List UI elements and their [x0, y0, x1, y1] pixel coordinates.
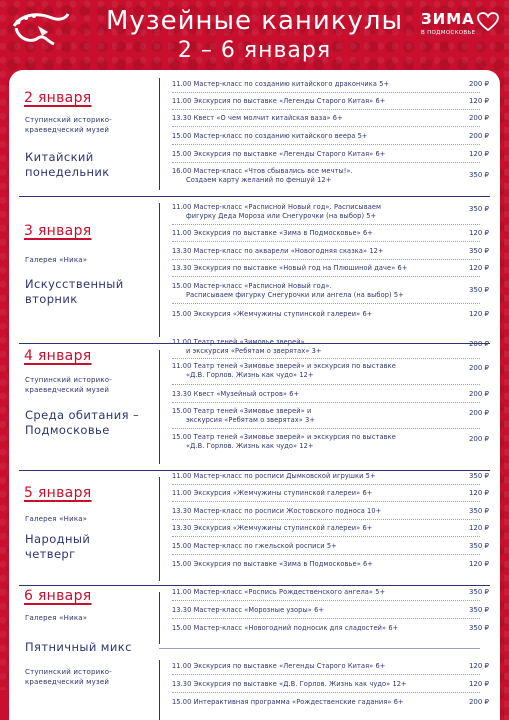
event-item: 11.00 Экскурсия по выставке «Зима в Подмосковье» 6+ [172, 229, 373, 237]
column-divider [159, 660, 160, 720]
event-item: 15.00 Экскурсия «Жемчужины ступинской галереи» 6+ [172, 310, 373, 318]
event-line: 15.00 Театр теней «Зимовье зверей» и экскурсия по выставке [172, 433, 396, 441]
event-item: 13.30 Мастер-класс по росписи Жостовского подноса 10+ [172, 507, 382, 515]
event-item [172, 282, 432, 299]
event-item: 13.30 Экскурсия по выставке «Д.В. Горлов. Жизнь как чудо» 12+ [172, 680, 407, 688]
day-section [9, 70, 500, 196]
venue-label: Галерея «Ника» [25, 614, 88, 622]
row-rule [172, 428, 480, 429]
event-item [172, 338, 432, 355]
event-price: 200 ₽ [468, 132, 489, 140]
event-price: 120 ₽ [468, 680, 489, 688]
column-divider [159, 477, 160, 581]
event-price: 350 ₽ [468, 247, 489, 255]
row-rule [172, 259, 480, 260]
event-price: 200 ₽ [468, 409, 489, 417]
event-item: 11.00 Мастер-класс по созданию китайского дракончика 5+ [172, 80, 390, 88]
event-item: 11.00 Экскурсия «Жемчужины ступинской галереи» 6+ [172, 489, 373, 497]
event-item [172, 362, 432, 379]
event-line-2: экскурсия «Ребятам о зверятах» 3+ [186, 415, 315, 424]
event-item: 13.30 Мастер-класс по акварели «Новогодняя сказка» 12+ [172, 247, 384, 255]
event-item [172, 407, 432, 424]
row-rule [172, 109, 480, 110]
theme-label: Искусственный вторник [25, 277, 124, 306]
event-price: 120 ₽ [468, 662, 489, 670]
venue-label: Ступинский историко-краеведческий музей [25, 376, 112, 394]
row-rule [172, 162, 480, 163]
event-price: 120 ₽ [468, 489, 489, 497]
row-rule [172, 501, 480, 502]
day-title: 6 января [24, 588, 92, 604]
theme-label: Пятничный микс [25, 640, 132, 654]
row-rule [172, 144, 480, 145]
event-line-2: и экскурсия «Ребятам о зверятах» 3+ [186, 346, 322, 355]
event-price: 200 ₽ [468, 698, 489, 706]
event-line: 11.00 Театр теней «Зимовье зверей» и экскурсия по выставке [172, 362, 396, 370]
row-rule [172, 536, 480, 537]
row-rule [172, 303, 480, 304]
event-price: 350 ₽ [468, 286, 489, 294]
event-item: 15.00 Экскурсия по выставке «Зима в Подмосковье» 6+ [172, 560, 373, 568]
venue-label-2: Ступинский историко-краеведческий музей [25, 668, 112, 686]
day-section [9, 586, 500, 720]
event-price: 200 ₽ [468, 390, 489, 398]
event-item: 11.00 Мастер-класс «Роспись Рождественского ангела» 5+ [172, 588, 386, 596]
event-item: 13.30 Мастер-класс «Морозные узоры» 6+ [172, 606, 325, 614]
event-line: 15.00 Театр теней «Зимовье зверей» и [172, 407, 312, 415]
event-price: 350 ₽ [468, 542, 489, 550]
sub-divider [159, 648, 480, 649]
schedule-panel [9, 70, 500, 720]
logo-subtitle: В ПОДМОСКОВЬЕ [421, 30, 476, 36]
event-line-2: «Д.В. Горлов. Жизнь как чудо» 12+ [186, 441, 314, 450]
row-rule [172, 224, 480, 225]
event-price: 200 ₽ [468, 80, 489, 88]
row-rule [172, 358, 480, 359]
event-item: 13.30 Экскурсия по выставке «Новый год на Плюшиной даче» 6+ [172, 264, 408, 272]
day-section [9, 338, 500, 470]
day-section [9, 471, 500, 585]
day-title: 5 января [24, 485, 92, 501]
venue-label: Ступинский историко-краеведческий музей [25, 116, 112, 134]
event-price: 350 ₽ [468, 171, 489, 179]
row-rule [172, 519, 480, 520]
row-rule [172, 241, 480, 242]
event-price: 120 ₽ [468, 310, 489, 318]
theme-label: Среда обитания – Подмосковье [25, 408, 140, 437]
event-item: 11.00 Мастер-класс по росписи Дымковской игрушки 5+ [172, 472, 376, 480]
venue-label: Галерея «Ника» [25, 515, 88, 523]
event-line-2: Создаем карту желаний по феншуй 12+ [186, 175, 332, 184]
event-item [172, 203, 432, 220]
day-title: 2 января [24, 90, 92, 106]
event-price: 200 ₽ [468, 435, 489, 443]
day-title: 3 января [24, 223, 92, 239]
row-rule [172, 126, 480, 127]
venue-label: Галерея «Ника» [25, 256, 88, 264]
event-item: 15.00 Мастер-класс «Новогодний подносик для сладостей» 6+ [172, 624, 399, 632]
event-price: 120 ₽ [468, 560, 489, 568]
event-line: 11.00 Театр теней «Зимовье зверей» [172, 338, 305, 346]
row-rule [172, 402, 480, 403]
event-price: 350 ₽ [468, 472, 489, 480]
event-price: 200 ₽ [468, 114, 489, 122]
page-title: Музейные каникулы [105, 6, 404, 36]
row-rule [172, 276, 480, 277]
event-price: 350 ₽ [468, 606, 489, 614]
logo-word: ЗИМА [421, 10, 475, 28]
event-item: 11.00 Экскурсия по выставке «Легенды Старого Китая» 6+ [172, 662, 386, 670]
column-divider [159, 350, 160, 464]
event-item: 13.30 Экскурсия «Жемчужины ступинской галереи» 6+ [172, 524, 373, 532]
date-range: 2 – 6 января [177, 38, 332, 63]
day-section [9, 197, 500, 343]
event-price: 200 ₽ [468, 364, 489, 372]
event-item: 15.00 Мастер-класс по созданию китайского веера 5+ [172, 132, 368, 140]
event-price: 120 ₽ [468, 229, 489, 237]
event-price: 350 ₽ [468, 507, 489, 515]
event-item: 15.00 Интерактивная программа «Рождественские гадания» 6+ [172, 698, 404, 706]
event-price: 350 ₽ [468, 624, 489, 632]
corner-decor [0, 690, 8, 720]
event-price: 120 ₽ [468, 264, 489, 272]
event-price: 120 ₽ [468, 524, 489, 532]
event-price: 350 ₽ [468, 205, 489, 213]
day-title: 4 января [24, 348, 92, 364]
event-line-2: фигурку Деда Мороза или Снегурочки (на выбор) 5+ [186, 211, 377, 220]
event-price: 120 ₽ [468, 97, 489, 105]
row-rule [172, 692, 480, 693]
row-rule [172, 674, 480, 675]
row-rule [172, 618, 480, 619]
theme-label: Народный четверг [25, 532, 91, 561]
column-divider [159, 203, 160, 337]
event-item: 15.00 Мастер-класс по гжельской росписи 5+ [172, 542, 337, 550]
row-rule [172, 600, 480, 601]
event-item [172, 433, 432, 450]
event-line-2: «Д.В. Горлов. Жизнь как чудо» 12+ [186, 370, 314, 379]
row-rule [172, 92, 480, 93]
event-item [172, 167, 432, 184]
event-item: 13.30 Квест «О чем молчит китайская ваза» 6+ [172, 114, 343, 122]
event-price: 350 ₽ [468, 588, 489, 596]
event-item: 13.30 Квест «Музейный остров» 6+ [172, 390, 300, 398]
event-price: 200 ₽ [468, 340, 489, 348]
event-line-2: Расписываем фигурку Снегурочки или ангела (на выбор) 5+ [186, 290, 404, 299]
event-line: 11.00 Мастер-класс «Расписной Новый год». Расписываем [172, 203, 382, 211]
heart-icon [477, 12, 499, 32]
column-divider [159, 78, 160, 190]
zima-logo [421, 10, 501, 44]
column-divider [159, 592, 160, 644]
event-line: 16.00 Мастер-класс «Чтов сбывались все мечты!». [172, 167, 353, 175]
row-rule [172, 554, 480, 555]
row-rule [172, 384, 480, 385]
event-item: 15.00 Экскурсия по выставке «Легенды Старого Китая» 6+ [172, 150, 386, 158]
header [0, 0, 509, 76]
event-line: 15.00 Мастер-класс «Расписной Новый год». [172, 282, 332, 290]
event-price: 120 ₽ [468, 150, 489, 158]
row-rule [172, 484, 480, 485]
theme-label: Китайский понедельник [25, 150, 110, 179]
event-item: 11.00 Экскурсия по выставке «Легенды Старого Китая» 6+ [172, 97, 386, 105]
